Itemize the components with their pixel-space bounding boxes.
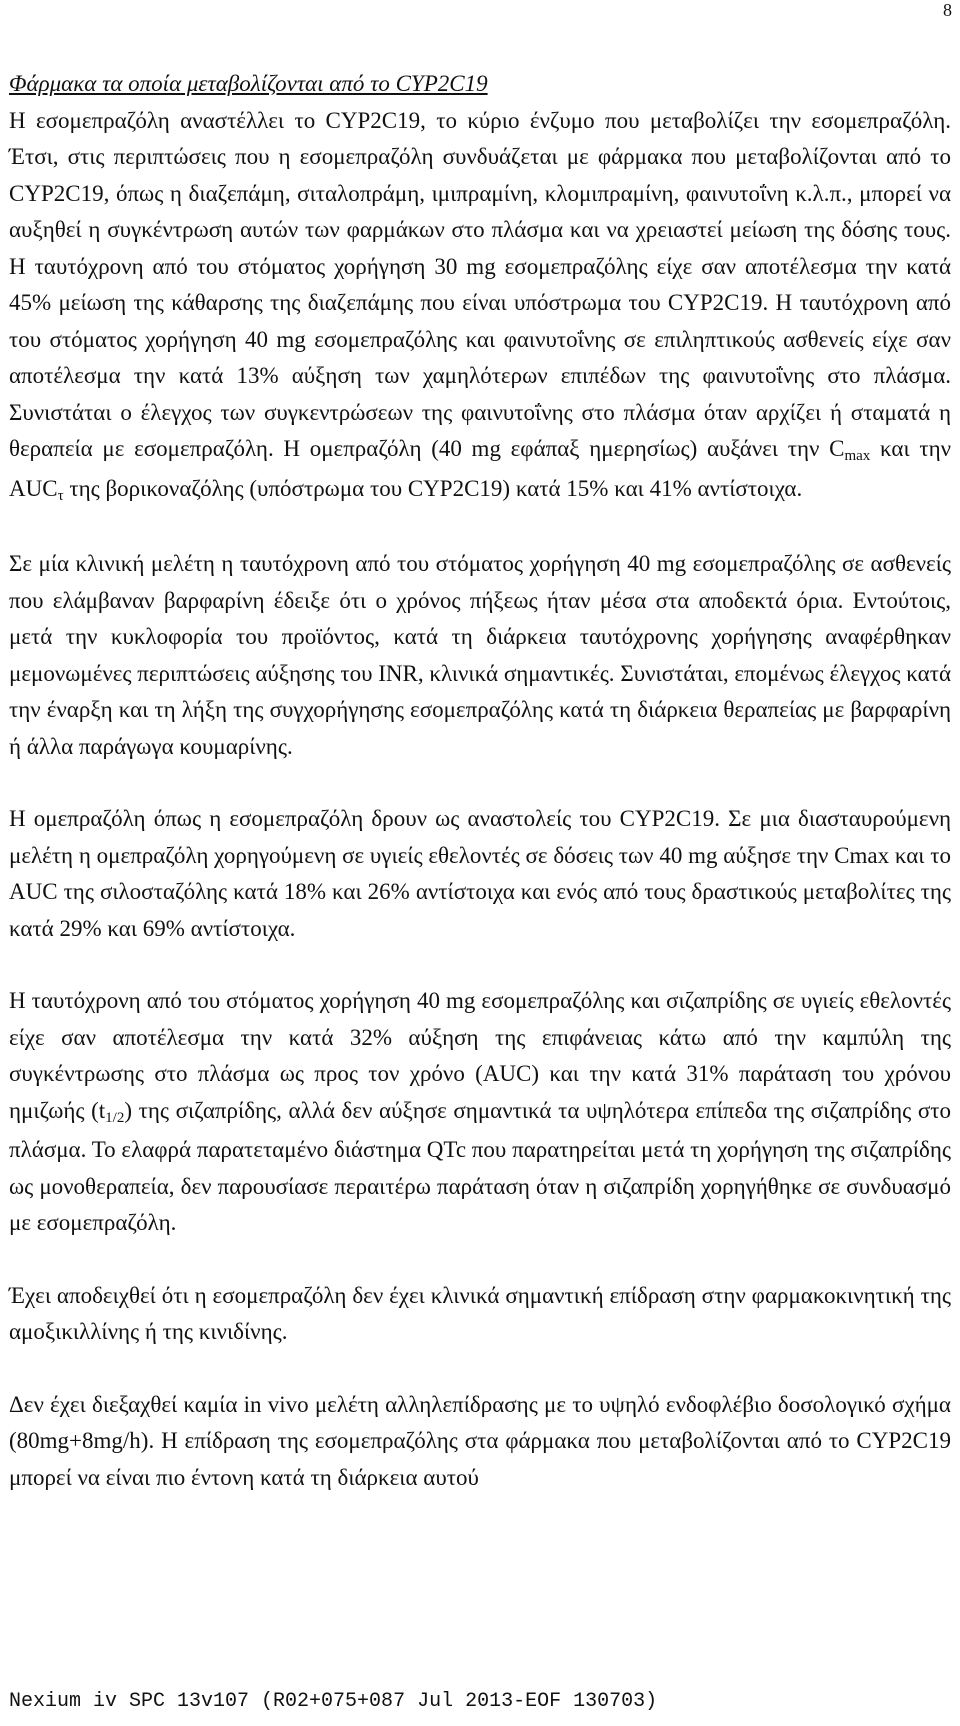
document-footer: Nexium iv SPC 13v107 (R02+075+087 Jul 2013-EOF 130703) bbox=[9, 1690, 658, 1713]
paragraph-1-text-c: της βορικοναζόλης (υπόστρωμα του CYP2C19) κατά 15% και 41% αντίστοιχα. bbox=[63, 475, 803, 501]
subscript-max: max bbox=[844, 448, 871, 464]
paragraph-2: Σε μία κλινική μελέτη η ταυτόχρονη από του στόματος χορήγηση 40 mg εσομεπραζόλης σε ασθενείς που ελάμβαναν βαρφαρίνη έδειξε ότι ο χρόνος πήξεως ήταν μέσα στα αποδεκτά όρια. Εντούτοις, μετά την κυκλοφορία του προϊόντος, κατά τη διάρκεια ταυτόχρονης χορήγησης αναφέρθηκαν μεμονωμένες περιπτώσεις αύξησης του INR, κλινικά σημαντικές. Συνιστάται, επομένως έλεγχος κατά την έναρξη και τη λήξη της συγχορήγησης εσομεπραζόλης κατά τη διάρκεια θεραπείας με βαρφαρίνη ή άλλα παράγωγα κουμαρίνης. bbox=[9, 551, 951, 759]
paragraph-4 bbox=[9, 983, 951, 1242]
document-body bbox=[9, 66, 951, 1532]
subscript-tau: τ bbox=[57, 487, 64, 504]
section-heading: Φάρμακα τα οποία μεταβολίζονται από το CYP2C19 bbox=[9, 71, 488, 96]
subscript-half: 1/2 bbox=[105, 1109, 125, 1126]
paragraph-3: Η ομεπραζόλη όπως η εσομεπραζόλη δρουν ως αναστολείς του CYP2C19. Σε μια διασταυρούμενη μελέτη η ομεπραζόλη χορηγούμενη σε υγιείς εθελοντές σε δόσεις των 40 mg αύξησε την Cmax και το AUC της σιλοσταζόλης κατά 18% και 26% αντίστοιχα και ενός από τους δραστικούς μεταβολίτες της κατά 29% και 69% αντίστοιχα. bbox=[9, 806, 951, 941]
page-number: 8 bbox=[943, 0, 952, 20]
paragraph-1-text-b: και την AUC bbox=[9, 436, 952, 501]
paragraph-1-text-a: Η εσομεπραζόλη αναστέλλει το CYP2C19, το κύριο ένζυμο που μεταβολίζει την εσομεπραζόλη. Έτσι, στις περιπτώσεις που η εσομεπραζόλη συνδυάζεται με φάρμακα που μεταβολίζονται από το CYP2C19, όπως η διαζεπάμη, σιταλοπράμη, ιμιπραμίνη, κλομιπραμίνη, φαινυτοΐνη κ.λ.π., μπορεί να αυξηθεί η συγκέντρωση αυτών των φαρμάκων στο πλάσμα και να χρειαστεί μείωση της δόσης τους. Η ταυτόχρονη από του στόματος χορήγηση 30 mg εσομεπραζόλης είχε σαν αποτέλεσμα την κατά 45% μείωση της κάθαρσης της διαζεπάμης που είναι υπόστρωμα του CYP2C19. Η ταυτόχρονη από του στόματος χορήγηση 40 mg εσομεπραζόλης και φαινυτοΐνης σε επιληπτικούς ασθενείς είχε σαν αποτέλεσμα την κατά 13% αύξηση των χαμηλότερων επιπέδων της φαινυτοΐνης στο πλάσμα. Συνιστάται ο έλεγχος των συγκεντρώσεων της φαινυτοΐνης στο πλάσμα όταν αρχίζει ή σταματά η θεραπεία με εσομεπραζόλη. Η ομεπραζόλη (40 mg εφάπαξ ημερησίως) αυξάνει την C bbox=[9, 107, 951, 461]
paragraph-5: Έχει αποδειχθεί ότι η εσομεπραζόλη δεν έχει κλινικά σημαντική επίδραση στην φαρμακοκινητική της αμοξικιλλίνης ή της κινιδίνης. bbox=[9, 1282, 951, 1344]
paragraph-4-text-b: ) της σιζαπρίδης, αλλά δεν αύξησε σημαντικά τα υψηλότερα επίπεδα της σιζαπρίδης στο πλάσμα. Το ελαφρά παρατεταμένο διάστημα QTc που παρατηρείται μετά τη χορήγηση της σιζαπρίδης ως μονοθεραπεία, δεν παρουσίασε περαιτέρω παράταση όταν η σιζαπρίδη χορηγήθηκε σε συνδυασμό με εσομεπραζόλη. bbox=[9, 1097, 951, 1235]
paragraph-4-text-a: Η ταυτόχρονη από του στόματος χορήγηση 40 mg εσομεπραζόλης και σιζαπρίδης σε υγιείς εθελοντές είχε σαν αποτέλεσμα την κατά 32% αύξηση της επιφάνειας κάτω από την καμπύλη της συγκέντρωσης στο πλάσμα ως προς τον χρόνο (AUC) και την κατά 31% παράταση του χρόνου ημιζωής (t bbox=[9, 988, 951, 1123]
paragraph-6: Δεν έχει διεξαχθεί καμία in vivo μελέτη αλληλεπίδρασης με το υψηλό ενδοφλέβιο δοσολογικό σχήμα (80mg+8mg/h). Η επίδραση της εσομεπραζόλης στα φάρμακα που μεταβολίζονται από το CYP2C19 μπορεί να είναι πιο έντονη κατά τη διάρκεια αυτού bbox=[9, 1391, 951, 1490]
paragraph-1 bbox=[9, 103, 951, 511]
